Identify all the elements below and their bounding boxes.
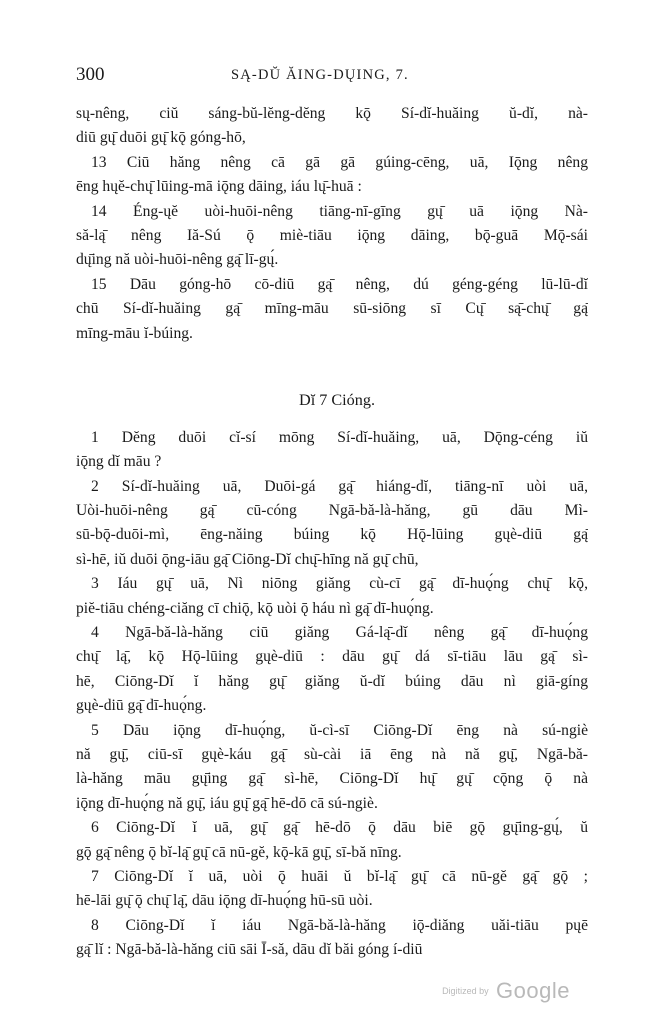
text-line: sì-hē, iŭ duōi ǭng-iāu gą̄ Ciōng-Dĭ chų̄-hīng nă gų̄ chū, — [76, 550, 419, 568]
page-number: 300 — [76, 64, 105, 85]
text-line: 1 Dĕng duōi cĭ-sí mōng Sí-dĭ-huăing, uā, Dǭng-céng iŭ — [91, 428, 588, 446]
text-line: gą̄ lĭ : Ngā-bă-là-hăng ciū sāi Ī-să, dāu dĭ băi góng í-diū — [76, 941, 423, 959]
text-line: sų-nêng, ciŭ sáng-bŭ-lĕng-dĕng kǭ Sí-dĭ-huăing ŭ-dĭ, nà- — [76, 105, 588, 122]
verse-paragraph — [76, 914, 588, 963]
chapter-verses — [76, 426, 588, 963]
text-line: 8 Ciōng-Dĭ ĭ iáu Ngā-bă-là-hăng iǭ-diăng uăi-tiāu pųē — [91, 916, 588, 934]
text-line: iǭng dĭ māu ? — [76, 453, 162, 471]
verse-paragraph — [76, 475, 588, 573]
text-line: Uòi-huōi-nêng gą̄ cū-cóng Ngā-bă-là-hăng, gū dāu Mì- — [76, 502, 588, 520]
text-line: să-lą̄ nêng Iă-Sú ǭ miè-tiāu iǭng dāing, bǭ-guā Mǭ-sái — [76, 226, 588, 244]
text-line: 4 Ngā-bă-là-hăng ciū giăng Gá-lą̄-dĭ nêng gą̄ dī-huǫ́ng — [91, 624, 588, 642]
chapter-gap — [76, 346, 588, 388]
text-line: là-hăng māu gų̄ing gą̄ sì-hē, Ciōng-Dĭ hų̄ gų̄ cǭng ǭ nà — [76, 770, 588, 788]
text-line: ēng hųĕ-chų̄ lūing-mā iǭng dāing, iáu lų̄-huā : — [76, 178, 362, 196]
text-line: 6 Ciōng-Dĭ ĭ uā, gų̄ gą̄ hē-dō ǭ dāu biē gǭ gų̄ing-gų́, ŭ — [91, 819, 588, 837]
text-line: nă gų̄, ciū-sī gųè-káu gą̄ sù-cài iā ēng nà nă gų̄, Ngā-bă- — [76, 745, 588, 763]
google-logo: Google — [496, 978, 570, 1003]
text-line: 3 Iáu gų̄ uā, Nì niōng giăng cù-cī gą̄ dī-huǫ́ng chų̄ kǭ, — [91, 575, 588, 593]
verse-paragraph — [76, 426, 588, 475]
text-line: 5 Dāu iǭng dī-huǫ́ng, ŭ-cì-sī Ciōng-Dĭ ēng nà sú-ngiè — [91, 721, 588, 739]
verse-paragraph — [76, 816, 588, 865]
verse-paragraph — [76, 102, 588, 151]
page-header — [76, 64, 586, 94]
text-line: diū gų̄ duōi gų̄ kǭ góng-hō, — [76, 129, 246, 147]
text-line: chū Sí-dĭ-huăing gą̄ mīng-māu sū-siōng sī Cų̄ są̄-chų̄ gą̄ — [76, 300, 588, 318]
text-line: gųè-diū gą̄ dī-huǫ́ng. — [76, 697, 207, 715]
verse-paragraph — [76, 273, 588, 346]
text-line: sū-bǭ-duōi-mì, ēng-năing búing kǭ Hǭ-lūing gųè-diū gą̄ — [76, 526, 588, 544]
body-text — [76, 102, 588, 963]
text-line: iǭng dī-huǫ́ng nă gų̄, iáu gų̄ gą̄ hē-dō cā sú-ngiè. — [76, 794, 378, 812]
text-line: hē-lāi gų̄ ǭ chų̄ lą̄, dāu iǭng dī-huǫ́ng hū-sū uòi. — [76, 892, 373, 910]
text-line: chų̄ lą̄, kǭ Hǭ-lūing gųè-diū : dāu gų̄ dá sī-tiāu lāu gą̄ sì- — [76, 648, 588, 666]
text-line: 15 Dāu góng-hō cō-diū gą̄ nêng, dú géng-géng lū-lū-dĭ — [91, 275, 588, 293]
verse-paragraph — [76, 719, 588, 817]
text-line: hē, Ciōng-Dĭ ĭ hăng gų̄ giăng ŭ-dĭ búing dāu nì giā-gíng — [76, 672, 588, 690]
text-line: 13 Ciū hăng nêng cā gā gā gúing-cēng, uā, Iǭng nêng — [91, 153, 588, 171]
verse-paragraph — [76, 865, 588, 914]
text-line: dų̄ing nă uòi-huōi-nêng gą̄ lī-gų́. — [76, 251, 279, 269]
text-line: gǭ gą̄ nêng ǭ bĭ-lą̄ gų̄ cā nū-gĕ, kǭ-kā gų̄, sī-bă nīng. — [76, 843, 402, 861]
chapter-heading: Dĭ 7 Cióng. — [299, 390, 375, 409]
text-line: 2 Sí-dĭ-huăing uā, Duōi-gá gą̄ hiáng-dĭ, tiāng-nī uòi uā, — [91, 477, 588, 495]
text-line: 7 Ciōng-Dĭ ĭ uā, uòi ǭ huāi ŭ bĭ-lą̄ gų̄ cā nū-gĕ gą̄ gǭ ; — [91, 867, 588, 885]
verses-before-chapter — [76, 102, 588, 346]
watermark-prefix: Digitized by — [442, 986, 489, 996]
running-head: SĄ-DŬ ĂING-DŲING, 7. — [231, 67, 409, 83]
digitization-watermark — [442, 978, 570, 1004]
text-line: 14 Éng-ųĕ uòi-huōi-nêng tiāng-nī-gīng gų̄ uā iǭng Nà- — [91, 202, 588, 220]
verse-paragraph — [76, 200, 588, 273]
text-line: mīng-māu ĭ-búing. — [76, 324, 193, 342]
text-line: piĕ-tiāu chéng-ciăng cī chiǭ, kǭ uòi ǭ háu nì gą̄ dī-huǫ́ng. — [76, 599, 434, 617]
verse-paragraph — [76, 621, 588, 719]
verse-paragraph — [76, 151, 588, 200]
verse-paragraph — [76, 572, 588, 621]
